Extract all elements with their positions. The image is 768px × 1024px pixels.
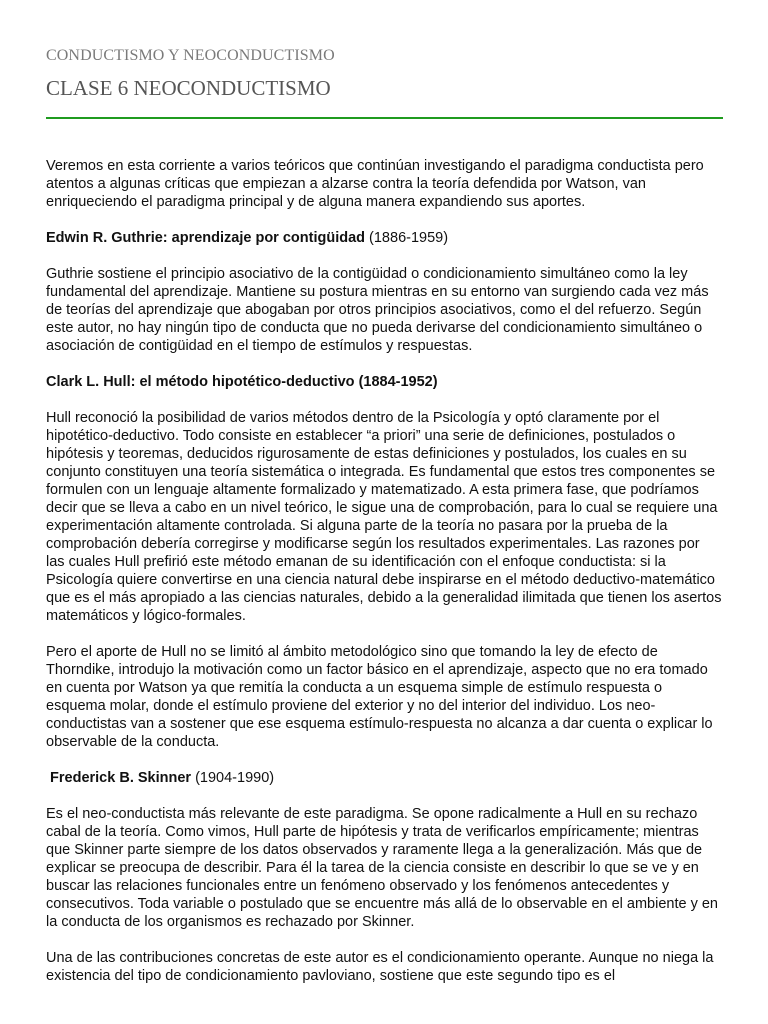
skinner-paragraph-1: Es el neo-conductista más relevante de este paradigma. Se opone radicalmente a Hull en su rechazo cabal de la teoría. Como vimos, Hull parte de hipótesis y trata de verificarlos empíricamente; mientras que Skinner parte siempre de los datos observados y raramente llega a la generalización. Más que de explicar se preocupa de describir. Para él la tarea de la ciencia consiste en describir lo que se ve y en buscar las relaciones funcionales entre un fenómeno observado y los fenómenos antecedentes y consecutivos. Toda variable o postulado que se encuentre más allá de lo observable en el ambiente y en la conducta de los organismos es rechazado por Skinner. — [46, 806, 718, 930]
hull-heading: Clark L. Hull: el método hipotético-deductivo (1884-1952) — [46, 374, 438, 390]
guthrie-years: (1886-1959) — [365, 230, 449, 246]
skinner-heading: Frederick B. Skinner — [46, 770, 192, 786]
hull-paragraph-2: Pero el aporte de Hull no se limitó al ámbito metodológico sino que tomando la ley de efecto de Thorndike, introdujo la motivación como un factor básico en el aprendizaje, aspecto que no era tomado en cuenta por Watson ya que remitía la conducta a un esquema simple de estímulo respuesta o esquema molar, donde el estímulo proviene del exterior y no del interior del individuo. Los neo-conductistas van a sostener que ese esquema estímulo-respuesta no alcanza a dar cuenta o explicar lo observable de la conducta. — [46, 644, 713, 750]
skinner-paragraph-2: Una de las contribuciones concretas de este autor es el condicionamiento operante. Aunque no niega la existencia del tipo de condicionamiento pavloviano, sostiene que este segundo tipo es el — [46, 950, 714, 984]
guthrie-paragraph: Guthrie sostiene el principio asociativo de la contigüidad o condicionamiento simultáneo como la ley fundamental del aprendizaje. Mantiene su postura mientras en su entorno van surgiendo cada vez más de teorías del aprendizaje que abogaban por otros principios asociativos, como el del refuerzo. Según este autor, no hay ningún tipo de conducta que no pueda derivarse del condicionamiento simultáneo o asociación de contigüidad en el tiempo de estímulos y respuestas. — [46, 266, 709, 354]
hull-paragraph-1: Hull reconoció la posibilidad de varios métodos dentro de la Psicología y optó claramente por el hipotético-deductivo. Todo consiste en establecer “a priori” una serie de definiciones, postulados o hipótesis y teoremas, deducidos rigurosamente de estas definiciones y postulados, los cuales en su conjunto constituyen una teoría sistemática o integrada. Es fundamental que estos tres componentes se formulen con un lenguaje altamente formalizado y matematizado. A esta primera fase, que podríamos decir que se lleva a cabo en un nivel teórico, le sigue una de comprobación, para lo cual se requiere una experimentación altamente controlada. Si alguna parte de la teoría no pasara por la prueba de la comprobación debería corregirse y modificarse según los resultados experimentales. Las razones por las cuales Hull prefirió este método emanan de su identificación con el enfoque conductista: si la Psicología quiere convertirse en una ciencia natural debe inspirarse en el método deductivo-matemático que es el más apropiado a las ciencias naturales, debido a la generalidad ilimitada que tienen los asertos matemáticos y lógico-formales. — [46, 410, 722, 624]
skinner-heading-line — [46, 769, 722, 787]
page-title: CLASE 6 NEOCONDUCTISMO — [46, 76, 331, 100]
document-body — [46, 157, 722, 985]
header-divider — [46, 117, 723, 119]
course-title: CONDUCTISMO Y NEOCONDUCTISMO — [46, 47, 335, 64]
hull-heading-line — [46, 373, 722, 391]
intro-paragraph: Veremos en esta corriente a varios teóricos que continúan investigando el paradigma conductista pero atentos a algunas críticas que empiezan a alzarse contra la teoría defendida por Watson, van enriqueciendo el paradigma principal y de alguna manera expandiendo sus aportes. — [46, 158, 704, 210]
guthrie-heading: Edwin R. Guthrie: aprendizaje por contigüidad — [46, 230, 366, 246]
guthrie-heading-line — [46, 229, 722, 247]
document-page — [46, 46, 722, 1003]
skinner-years: (1904-1990) — [191, 770, 275, 786]
